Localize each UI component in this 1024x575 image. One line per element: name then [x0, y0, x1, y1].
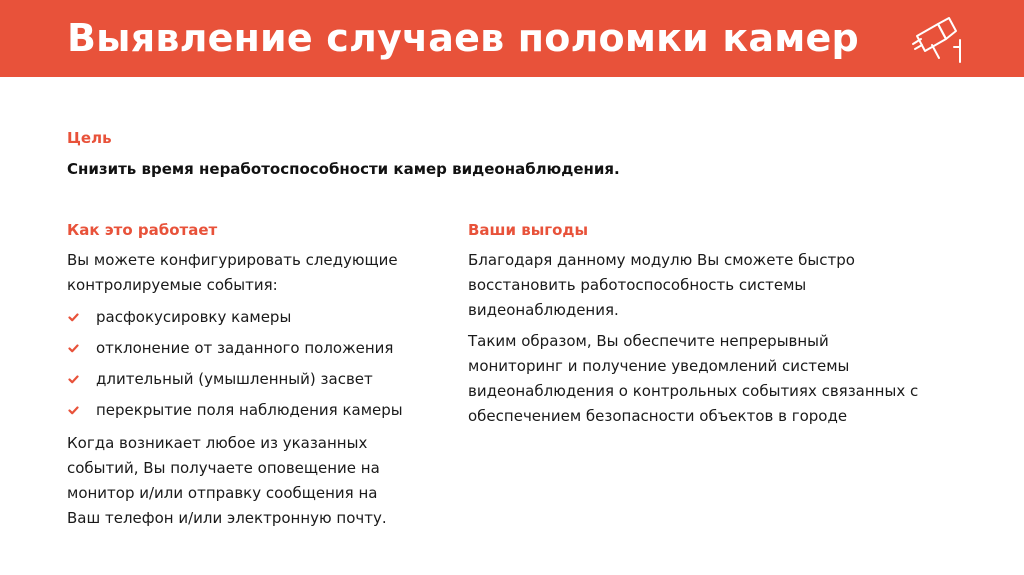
header-bar [0, 0, 1024, 77]
benefits-heading: Ваши выгоды [468, 221, 589, 239]
checkmark-icon [68, 406, 79, 415]
intro-line: контролируемые события: [67, 276, 278, 294]
list-item-label: отклонение от заданного положения [96, 339, 394, 357]
list-item-label: расфокусировку камеры [96, 308, 292, 326]
list-item-label: длительный (умышленный) засвет [96, 370, 373, 388]
how-it-works-heading: Как это работает [67, 221, 218, 239]
goal-text: Снизить время неработоспособности камер видеонаблюдения. [67, 160, 620, 178]
intro-line: Вы можете конфигурировать следующие [67, 251, 398, 269]
security-camera-icon [908, 14, 964, 64]
benefits-section [468, 219, 988, 429]
benefits-line: Благодаря данному модулю Вы сможете быстро [468, 251, 855, 269]
benefits-line: восстановить работоспособность системы [468, 276, 807, 294]
benefits-line: Таким образом, Вы обеспечите непрерывный [468, 332, 829, 350]
checkmark-icon [68, 375, 79, 384]
how-it-works-section [67, 219, 437, 531]
benefits-line: мониторинг и получение уведомлений системы [468, 357, 850, 375]
list-item [67, 367, 437, 398]
checkmark-icon [68, 344, 79, 353]
list-item [67, 305, 437, 336]
page-title: Выявление случаев поломки камер [67, 16, 859, 60]
outro-line: событий, Вы получаете оповещение на [67, 459, 380, 477]
list-item [67, 336, 437, 367]
list-item-label: перекрытие поля наблюдения камеры [96, 401, 403, 419]
event-checklist [67, 305, 437, 429]
list-item [67, 398, 437, 429]
benefits-paragraph-1 [468, 248, 988, 323]
checkmark-icon [68, 313, 79, 322]
benefits-line: видеонаблюдения о контрольных событиях связанных с [468, 382, 919, 400]
benefits-paragraph-2 [468, 329, 988, 429]
benefits-line: обеспечением безопасности объектов в городе [468, 407, 848, 425]
how-it-works-outro [67, 431, 437, 531]
outro-line: Когда возникает любое из указанных [67, 434, 368, 452]
outro-line: монитор и/или отправку сообщения на [67, 484, 378, 502]
outro-line: Ваш телефон и/или электронную почту. [67, 509, 387, 527]
goal-heading: Цель [67, 129, 112, 147]
benefits-line: видеонаблюдения. [468, 301, 619, 319]
how-it-works-intro [67, 248, 437, 298]
